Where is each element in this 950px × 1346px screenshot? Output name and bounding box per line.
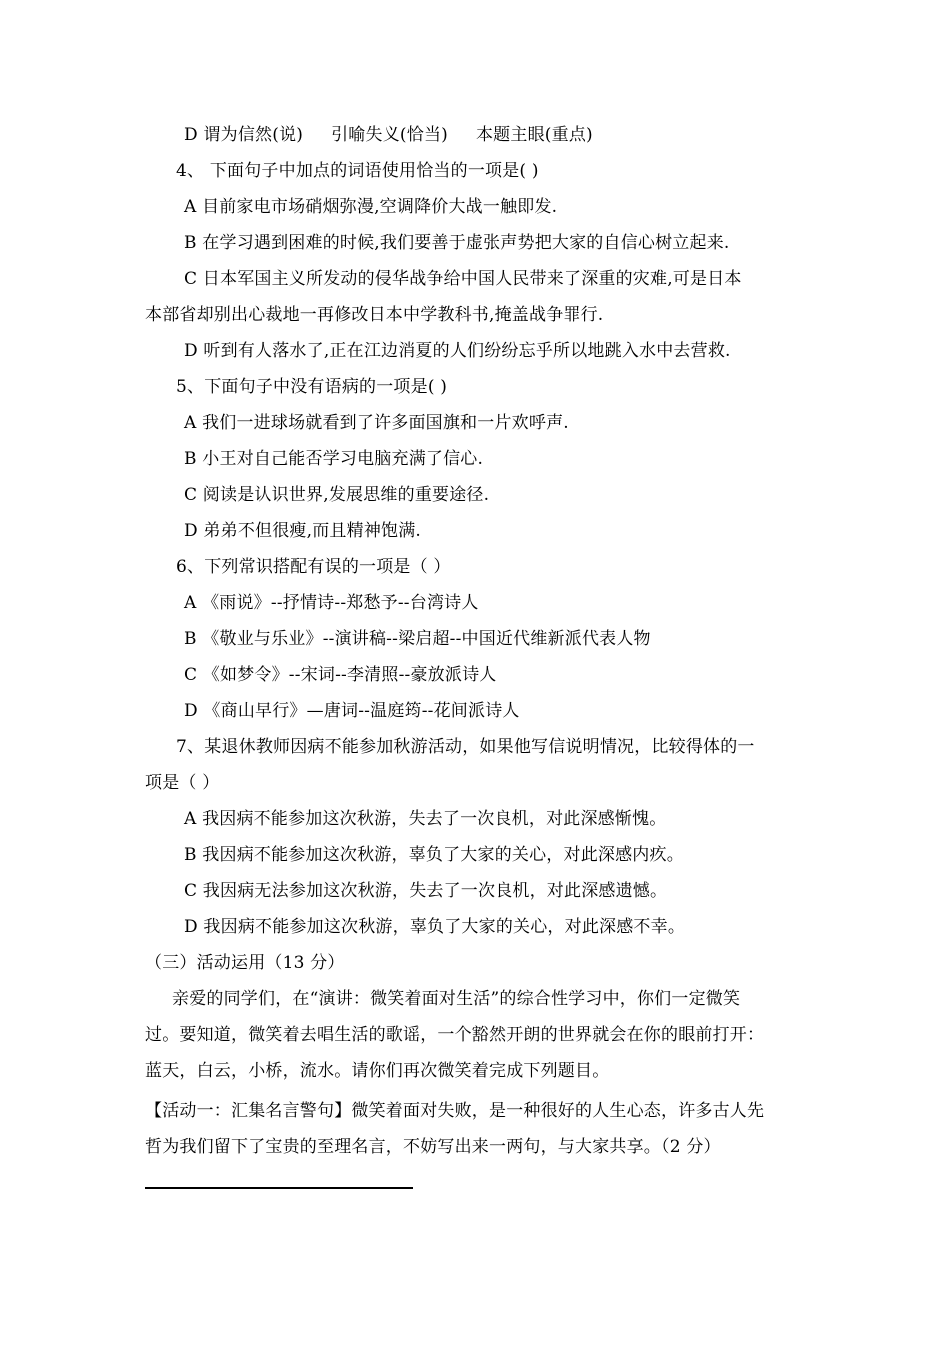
q6-option-a: A 《雨说》--抒情诗--郑愁予--台湾诗人: [184, 593, 479, 613]
q3-option-d-part1: D 谓为信然(说): [184, 125, 304, 145]
activity-1-line2: 哲为我们留下了宝贵的至理名言，不妨写出来一两句，与大家共享。（2 分）: [145, 1137, 721, 1157]
q6-option-b: B 《敬业与乐业》--演讲稿--梁启超--中国近代维新派代表人物: [184, 629, 651, 649]
q5-option-c: C 阅读是认识世界,发展思维的重要途径.: [184, 485, 490, 505]
intro-line2: 过。要知道，微笑着去唱生活的歌谣，一个豁然开朗的世界就会在你的眼前打开：: [145, 1025, 765, 1045]
q6-option-d: D 《商山早行》—唐词--温庭筠--花间派诗人: [184, 701, 520, 721]
question-4: 4、 下面句子中加点的词语使用恰当的一项是( ): [176, 161, 539, 181]
question-7-line2: 项是（ ）: [145, 773, 220, 793]
q4-option-b: B 在学习遇到困难的时候,我们要善于虚张声势把大家的自信心树立起来.: [184, 233, 730, 253]
q4-option-c-line1: C 日本军国主义所发动的侵华战争给中国人民带来了深重的灾难,可是日本: [184, 269, 742, 289]
q6-option-c: C 《如梦令》--宋词--李清照--豪放派诗人: [184, 665, 497, 685]
q4-option-d: D 听到有人落水了,正在江边消夏的人们纷纷忘乎所以地跳入水中去营救.: [184, 341, 731, 361]
q4-option-a: A 目前家电市场硝烟弥漫,空调降价大战一触即发.: [184, 197, 558, 217]
section-3-heading: （三）活动运用（13 分）: [145, 953, 345, 973]
q4-option-c-line2: 本部省却别出心裁地一再修改日本中学教科书,掩盖战争罪行.: [145, 305, 604, 325]
intro-line1: 亲爱的同学们，在“演讲：微笑着面对生活”的综合性学习中，你们一定微笑: [172, 989, 741, 1009]
activity-1-line1: 【活动一：汇集名言警句】微笑着面对失败，是一种很好的人生心态，许多古人先: [145, 1101, 765, 1121]
answer-blank-line[interactable]: [145, 1187, 413, 1189]
question-6: 6、下列常识搭配有误的一项是（ ）: [176, 557, 451, 577]
question-7-line1: 7、某退休教师因病不能参加秋游活动，如果他写信说明情况，比较得体的一: [176, 737, 755, 757]
q7-option-a: A 我因病不能参加这次秋游，失去了一次良机，对此深感惭愧。: [184, 809, 667, 829]
q7-option-c: C 我因病无法参加这次秋游，失去了一次良机，对此深感遗憾。: [184, 881, 668, 901]
q7-option-b: B 我因病不能参加这次秋游，辜负了大家的关心，对此深感内疚。: [184, 845, 684, 865]
q3-option-d-part3: 本题主眼(重点): [475, 125, 593, 145]
q5-option-d: D 弟弟不但很瘦,而且精神饱满.: [184, 521, 422, 541]
q7-option-d: D 我因病不能参加这次秋游，辜负了大家的关心，对此深感不幸。: [184, 917, 686, 937]
q3-option-d-part2: 引喻失义(恰当): [331, 125, 448, 145]
q5-option-a: A 我们一进球场就看到了许多面国旗和一片欢呼声.: [184, 413, 569, 433]
q3-option-d: [184, 124, 593, 146]
question-5: 5、下面句子中没有语病的一项是( ): [176, 377, 448, 397]
intro-line3: 蓝天，白云，小桥，流水。请你们再次微笑着完成下列题目。: [145, 1061, 610, 1081]
q5-option-b: B 小王对自己能否学习电脑充满了信心.: [184, 449, 484, 469]
